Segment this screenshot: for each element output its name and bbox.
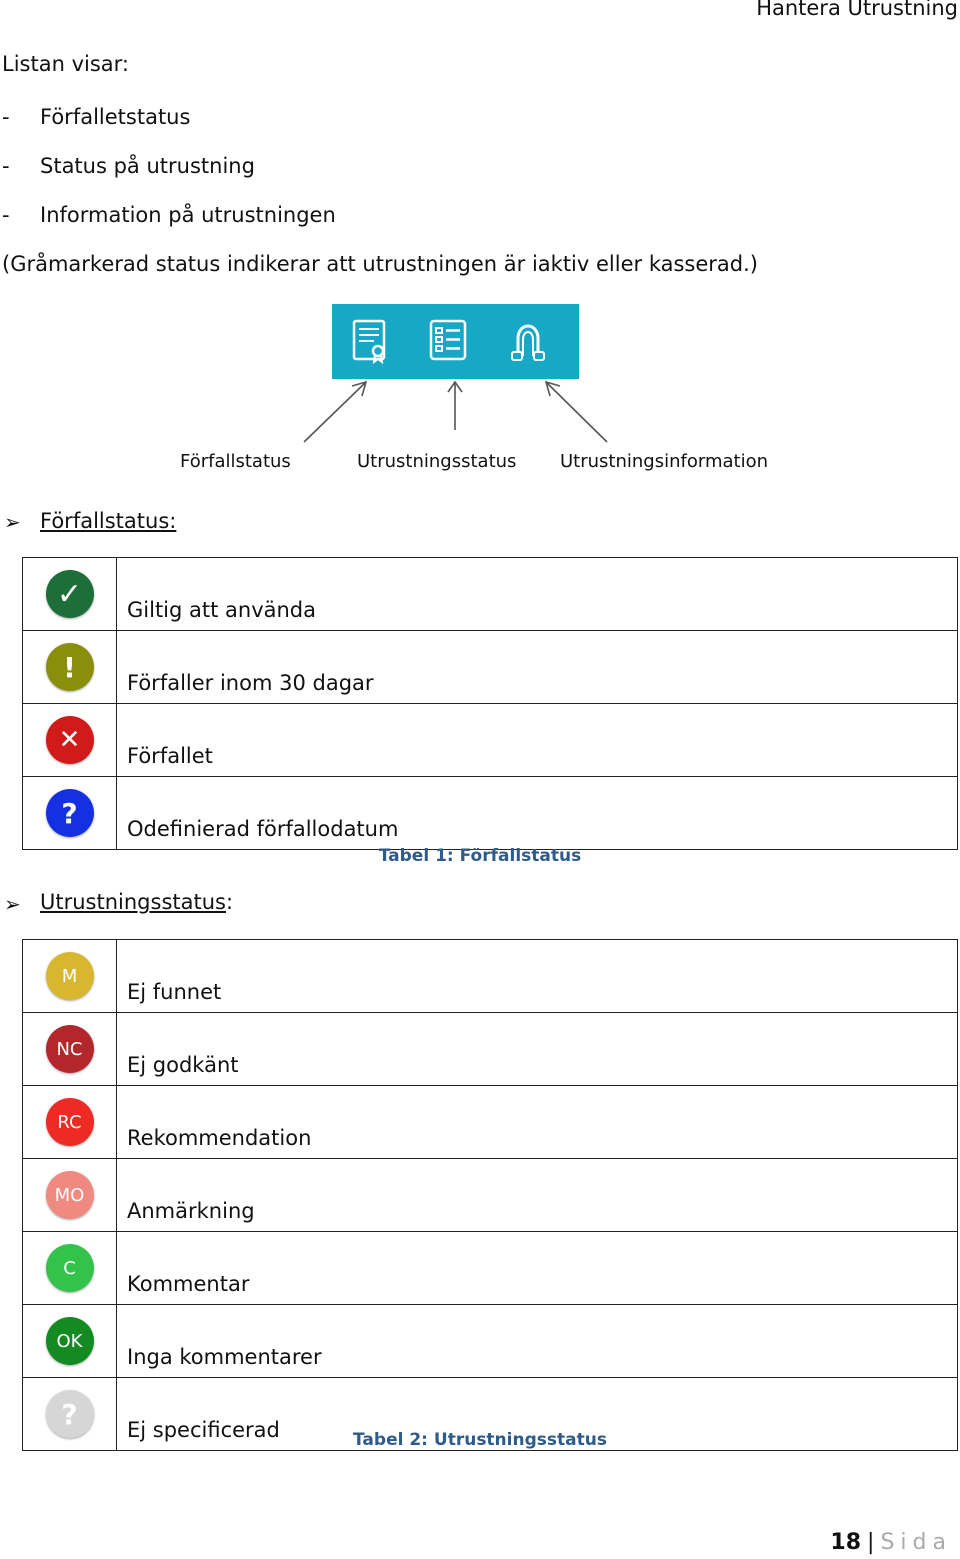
list-dash: - xyxy=(2,203,10,227)
row-label: Rekommendation xyxy=(117,1086,958,1159)
intro-lead: Listan visar: xyxy=(2,52,129,76)
certificate-doc-icon xyxy=(348,318,392,364)
footer-label: Sida xyxy=(880,1530,952,1555)
list-dash: - xyxy=(2,105,10,129)
equipment-status-table xyxy=(22,939,958,1451)
row-label: Ej godkänt xyxy=(117,1013,958,1086)
row-label: Förfaller inom 30 dagar xyxy=(117,631,958,704)
section-heading-expiry: Förfallstatus: xyxy=(40,509,177,533)
bullet-arrow-icon: ➢ xyxy=(4,510,21,534)
exclamation-icon: ! xyxy=(46,643,94,691)
rc-badge-icon: RC xyxy=(46,1098,94,1146)
c-badge-icon: C xyxy=(46,1244,94,1292)
page-footer xyxy=(830,1530,952,1555)
question-icon: ? xyxy=(46,789,94,837)
list-item-expiry-status: Förfalletstatus xyxy=(40,105,191,129)
row-label: Ej specificerad xyxy=(117,1378,958,1451)
shackle-icon xyxy=(506,318,550,364)
table-row xyxy=(23,1305,958,1378)
table-row xyxy=(23,777,958,850)
page-header-title: Hantera Utrustning xyxy=(756,0,958,20)
toolbar-illustration xyxy=(332,304,579,379)
cross-icon: ✕ xyxy=(46,716,94,764)
label-expiry-status: Förfallstatus xyxy=(180,451,291,472)
expiry-status-table xyxy=(22,557,958,850)
section-heading-colon: : xyxy=(225,890,234,914)
label-equipment-status: Utrustningsstatus xyxy=(357,451,517,472)
section-heading-equipment-text: Utrustningsstatus xyxy=(40,890,226,914)
list-item-equipment-status: Status på utrustning xyxy=(40,154,255,178)
table-row xyxy=(23,704,958,777)
row-label: Ej funnet xyxy=(117,940,958,1013)
bullet-arrow-icon: ➢ xyxy=(4,892,21,916)
ok-badge-icon: OK xyxy=(46,1317,94,1365)
row-label: Kommentar xyxy=(117,1232,958,1305)
list-item-equipment-info: Information på utrustningen xyxy=(40,203,336,227)
check-icon: ✓ xyxy=(46,570,94,618)
table-caption-1: Tabel 1: Förfallstatus xyxy=(378,846,582,866)
mo-badge-icon: MO xyxy=(46,1171,94,1219)
row-label: Inga kommentarer xyxy=(117,1305,958,1378)
intro-note: (Gråmarkerad status indikerar att utrustningen är iaktiv eller kasserad.) xyxy=(2,252,758,276)
m-badge-icon: M xyxy=(46,952,94,1000)
section-heading-equipment xyxy=(40,890,233,914)
page-number: 18 xyxy=(830,1530,862,1555)
table-row xyxy=(23,631,958,704)
checklist-icon xyxy=(426,318,470,364)
row-label: Odefinierad förfallodatum xyxy=(117,777,958,850)
toolbar-pointer-arrows xyxy=(290,378,620,448)
table-row xyxy=(23,1086,958,1159)
label-equipment-info: Utrustningsinformation xyxy=(560,451,768,472)
table-row xyxy=(23,940,958,1013)
unspecified-badge-icon: ? xyxy=(46,1390,94,1438)
nc-badge-icon: NC xyxy=(46,1025,94,1073)
list-dash: - xyxy=(2,154,10,178)
table-row xyxy=(23,558,958,631)
row-label: Förfallet xyxy=(117,704,958,777)
table-caption-2: Tabel 2: Utrustningsstatus xyxy=(353,1430,607,1450)
table-row xyxy=(23,1013,958,1086)
row-label: Giltig att använda xyxy=(117,558,958,631)
table-row xyxy=(23,1159,958,1232)
row-label: Anmärkning xyxy=(117,1159,958,1232)
footer-separator: | xyxy=(867,1530,875,1555)
table-row xyxy=(23,1232,958,1305)
